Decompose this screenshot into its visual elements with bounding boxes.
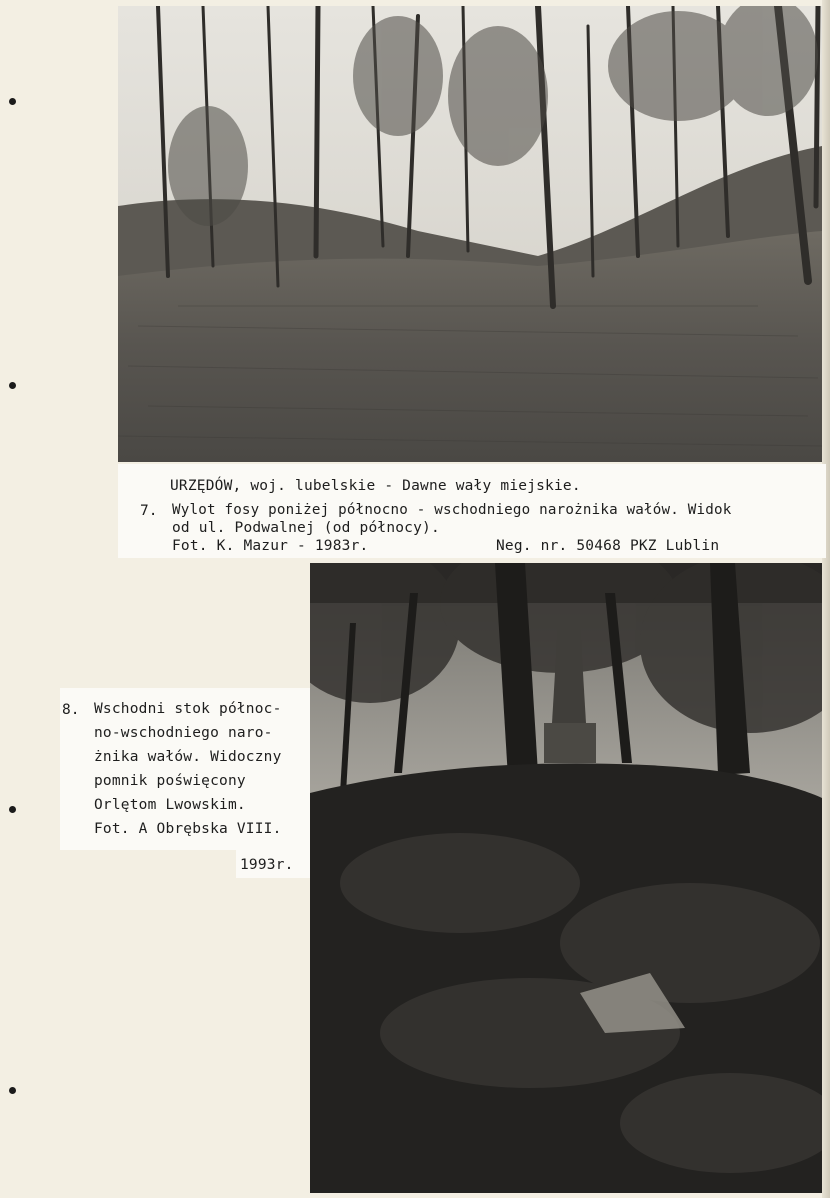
binder-hole	[9, 382, 16, 389]
photo-credit: Fot. A Obrębska VIII.	[94, 821, 282, 837]
caption-line: no-wschodniego naro-	[94, 725, 273, 741]
negative-number: Neg. nr. 50468 PKZ Lublin	[496, 538, 720, 554]
caption-line: żnika wałów. Widoczny	[94, 749, 282, 765]
page-edge	[822, 0, 830, 1198]
photo-moat-outlet	[118, 6, 822, 462]
caption-line: Orlętom Lwowskim.	[94, 797, 246, 813]
binder-hole	[9, 806, 16, 813]
photo-credit: Fot. K. Mazur - 1983r.	[172, 538, 369, 554]
caption-number: 8.	[62, 702, 80, 718]
photo-year: 1993r.	[240, 857, 294, 873]
caption-line: Wschodni stok północ-	[94, 701, 282, 717]
binder-hole	[9, 98, 16, 105]
caption-number: 7.	[140, 503, 158, 519]
page-header: URZĘDÓW, woj. lubelskie - Dawne wały miejskie.	[170, 478, 581, 494]
caption-line: pomnik poświęcony	[94, 773, 246, 789]
binder-hole	[9, 1087, 16, 1094]
caption-line: od ul. Podwalnej (od północy).	[172, 520, 440, 536]
caption-line: Wylot fosy poniżej północno - wschodniego narożnika wałów. Widok	[172, 502, 732, 518]
photo-monument-slope	[310, 563, 822, 1193]
